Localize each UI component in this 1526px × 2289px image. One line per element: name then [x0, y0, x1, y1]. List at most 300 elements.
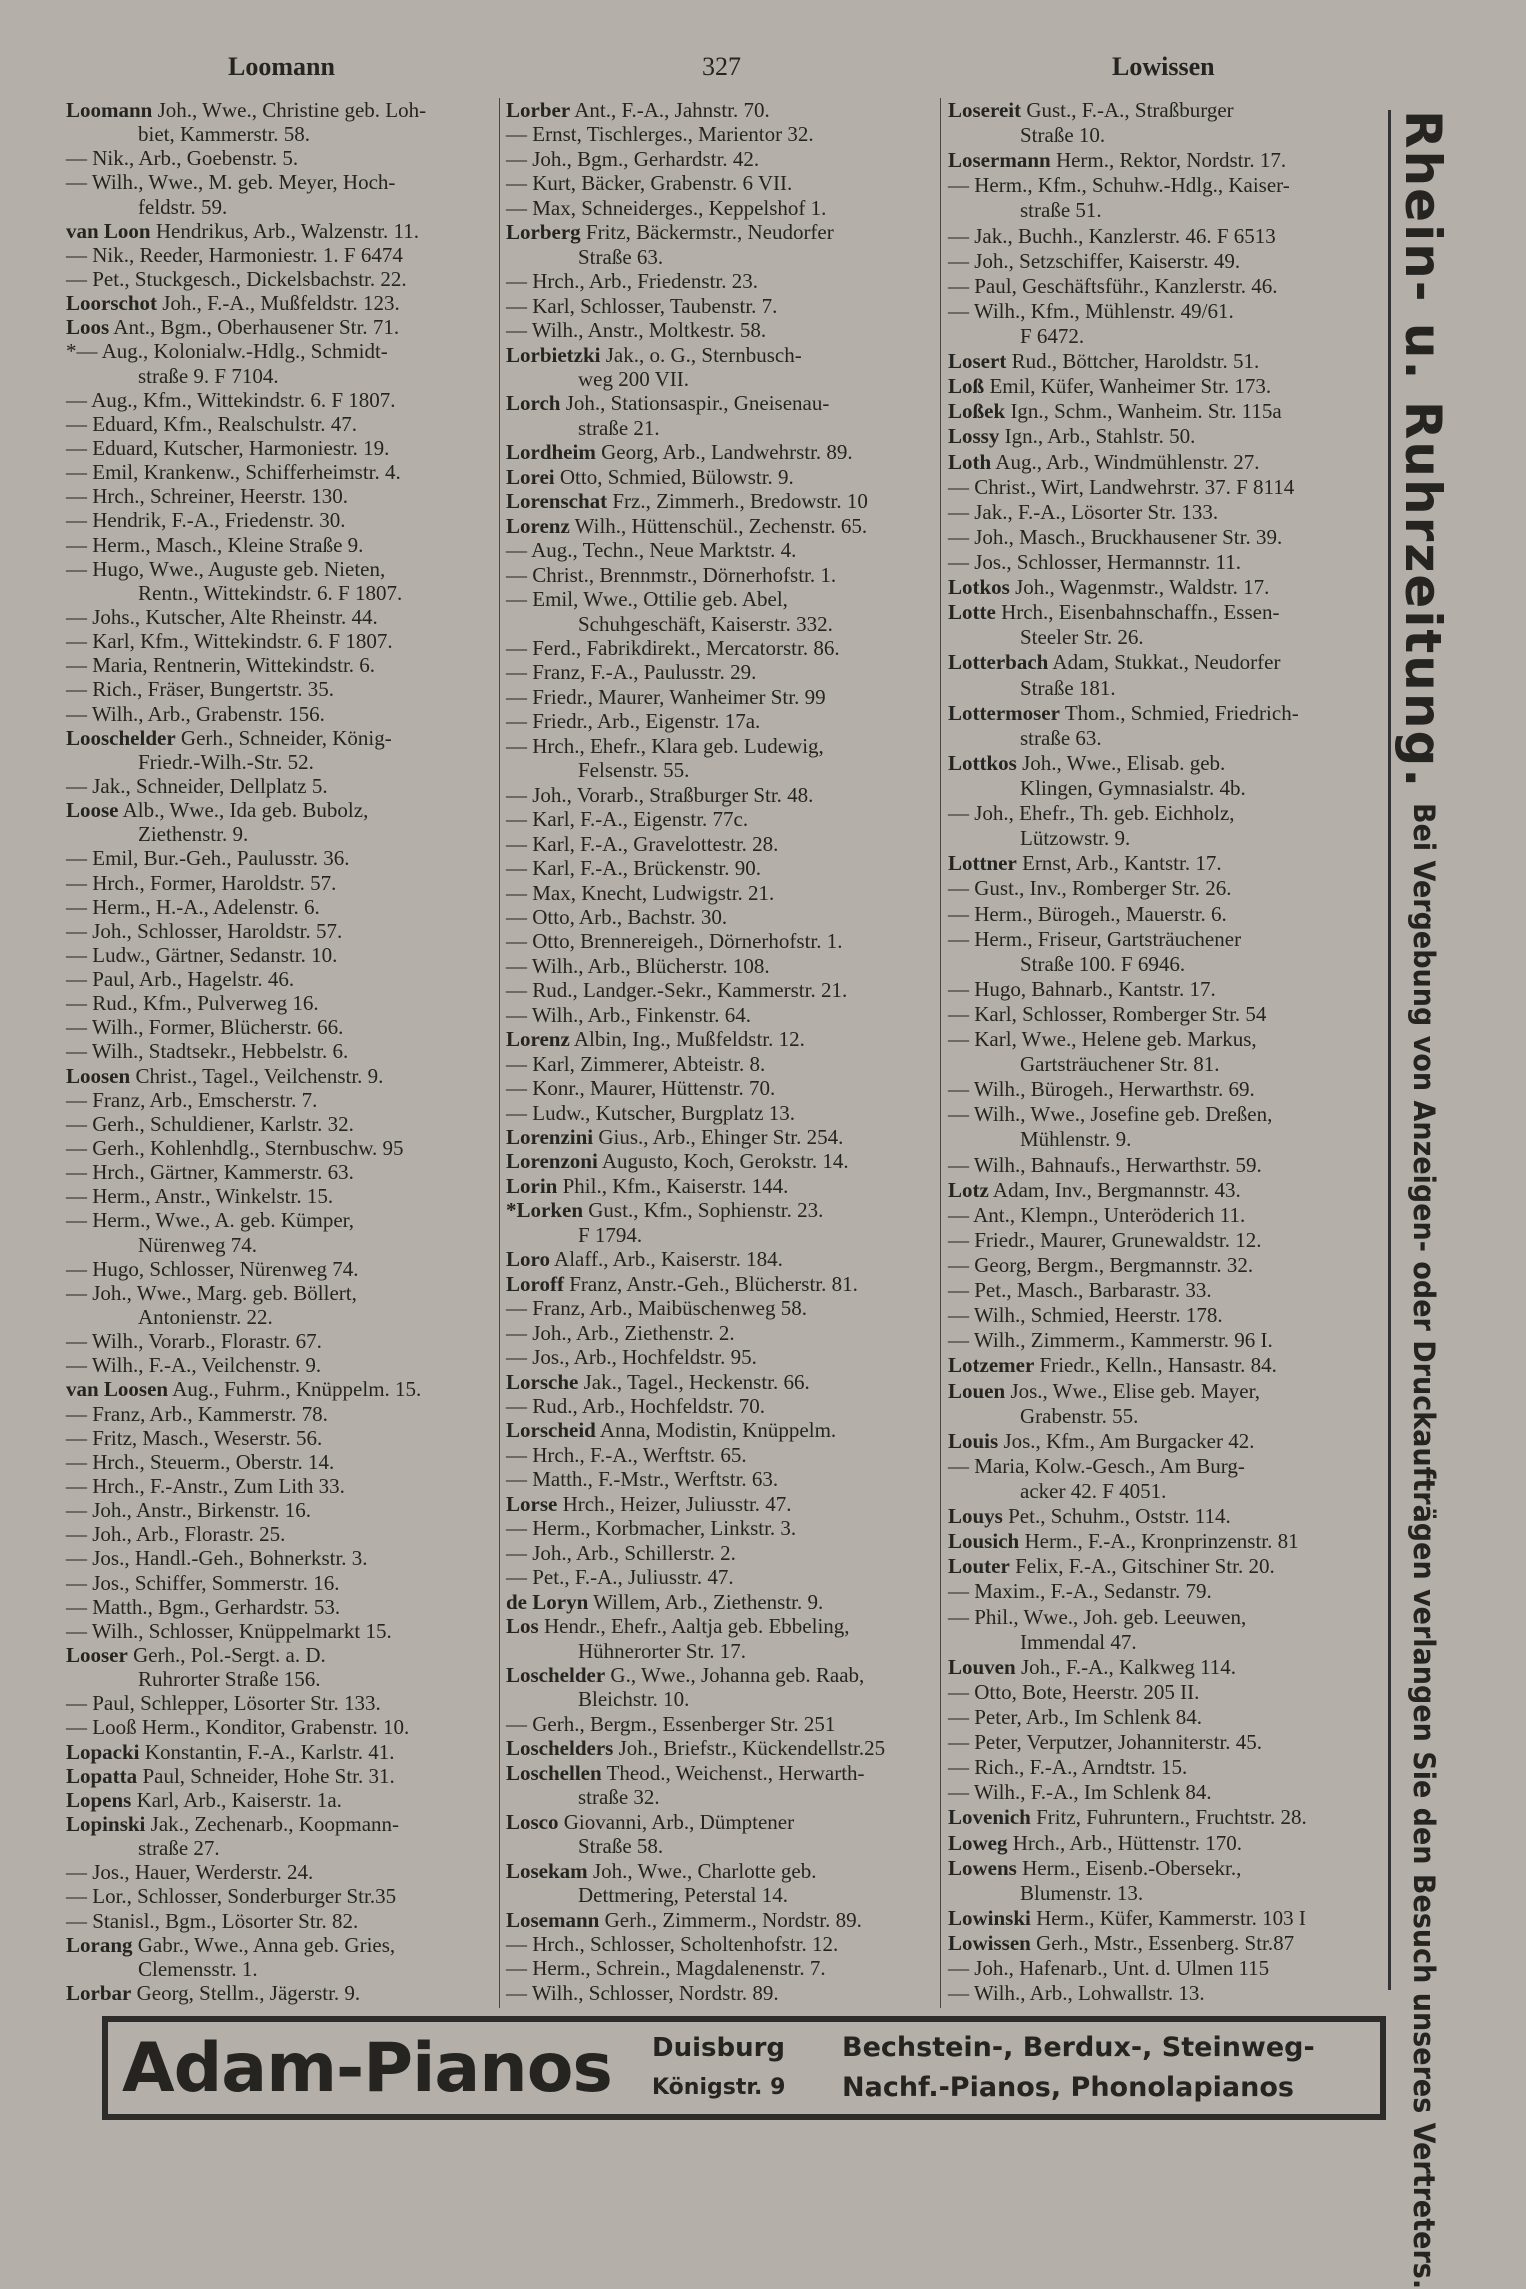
entry-text: Joh., F.-A., Mußfeldstr. 123.	[157, 291, 400, 316]
directory-entry	[506, 1198, 936, 1222]
directory-entry	[66, 1498, 494, 1522]
directory-entry	[948, 148, 1378, 172]
entry-text: — Aug., Kfm., Wittekindstr. 6. F 1807.	[66, 387, 396, 412]
entry-text: Phil., Kfm., Kaiserstr. 144.	[557, 1173, 789, 1198]
entry-continuation	[948, 676, 1378, 700]
directory-entry	[66, 1474, 494, 1498]
entry-continuation	[66, 1305, 494, 1329]
ad-city: Duisburg	[652, 2033, 786, 2063]
directory-entry	[948, 1579, 1378, 1603]
entry-text: Joh., Wwe., Charlotte geb.	[587, 1858, 817, 1883]
directory-entry	[506, 1370, 936, 1394]
directory-entry	[66, 1039, 494, 1063]
entry-text: — Otto, Arb., Bachstr. 30.	[506, 904, 728, 929]
entry-continuation	[506, 1223, 936, 1247]
directory-entry	[66, 726, 494, 750]
entry-continuation	[66, 195, 494, 219]
entry-text: Gius., Arb., Ehinger Str. 254.	[593, 1125, 844, 1150]
entry-text: Mühlenstr. 9.	[1020, 1127, 1132, 1152]
directory-entry	[66, 1571, 494, 1595]
entry-text: — Herm., Korbmacher, Linkstr. 3.	[506, 1516, 797, 1541]
entry-text: — Kurt, Bäcker, Grabenstr. 6 VII.	[506, 171, 793, 196]
entry-text: — Wilh., Wwe., M. geb. Meyer, Hoch-	[66, 170, 396, 195]
directory-entry	[948, 1303, 1378, 1327]
directory-entry	[506, 1443, 936, 1467]
directory-entry	[66, 412, 494, 436]
directory-entry	[948, 475, 1378, 499]
directory-entry	[66, 388, 494, 412]
entry-text: — Wilh., Vorarb., Florastr. 67.	[66, 1329, 322, 1354]
directory-entry	[506, 1908, 936, 1932]
entry-surname: Lopens	[66, 1787, 132, 1812]
directory-entry	[66, 774, 494, 798]
directory-entry	[948, 575, 1378, 599]
entry-surname: Loschelders	[506, 1736, 614, 1761]
entry-surname: Lopatta	[66, 1763, 138, 1788]
directory-entry	[948, 1529, 1378, 1553]
entry-text: Theod., Weichenst., Herwarth-	[601, 1760, 865, 1785]
directory-entry	[66, 1377, 494, 1401]
entry-surname: Lotte	[948, 600, 996, 625]
entry-surname: Lossy	[948, 424, 1000, 449]
directory-entry	[506, 929, 936, 953]
directory-entry	[506, 1810, 936, 1834]
entry-surname: Los	[506, 1614, 539, 1639]
entry-text: — Karl, Kfm., Wittekindstr. 6. F 1807.	[66, 629, 393, 654]
directory-entry	[948, 1102, 1378, 1126]
directory-entry	[66, 798, 494, 822]
directory-entry	[66, 605, 494, 629]
directory-entry	[66, 967, 494, 991]
directory-entry	[948, 851, 1378, 875]
entry-text: — Maxim., F.-A., Sedanstr. 79.	[948, 1579, 1212, 1604]
entry-text: straße 21.	[578, 415, 660, 440]
directory-entry	[66, 1329, 494, 1353]
entry-surname: Louys	[948, 1504, 1003, 1529]
entry-surname: Louven	[948, 1654, 1016, 1679]
entry-surname: Lotzemer	[948, 1353, 1035, 1378]
entry-text: Joh., Briefstr., Kückendellstr.25	[613, 1736, 886, 1761]
entry-text: — Hrch., Gärtner, Kammerstr. 63.	[66, 1160, 354, 1185]
directory-entry	[948, 1353, 1378, 1377]
directory-entry	[506, 734, 936, 758]
entry-text: weg 200 VII.	[578, 366, 690, 391]
entry-text: — Franz, Arb., Kammerstr. 78.	[66, 1401, 328, 1426]
entry-surname: Loschelder	[506, 1663, 606, 1687]
entry-text: Lützowstr. 9.	[1020, 826, 1131, 851]
entry-continuation	[506, 367, 936, 391]
directory-entry	[506, 660, 936, 684]
directory-entry	[506, 440, 936, 464]
entry-surname: Lorei	[506, 464, 555, 489]
entry-text: — Jos., Hauer, Werderstr. 24.	[66, 1860, 314, 1885]
directory-entry	[506, 391, 936, 415]
directory-entry	[506, 587, 936, 611]
directory-entry	[66, 291, 494, 315]
entry-text: — Ferd., Fabrikdirekt., Mercatorstr. 86.	[506, 635, 840, 660]
directory-entry	[506, 1174, 936, 1198]
directory-column-3	[948, 98, 1378, 2006]
entry-continuation	[66, 1233, 494, 1257]
entry-text: Gerh., Pol.-Sergt. a. D.	[127, 1643, 326, 1667]
entry-text: — Herm., Friseur, Gartsträuchener	[948, 926, 1242, 951]
entry-text: F 6472.	[1020, 323, 1085, 348]
entry-surname: Lovenich	[948, 1805, 1031, 1830]
directory-entry	[66, 219, 494, 243]
entry-surname: Lotkos	[948, 575, 1010, 600]
entry-text: — Wilh., Arb., Lohwallstr. 13.	[948, 1981, 1205, 2006]
directory-entry	[66, 1112, 494, 1136]
entry-text: Nürenweg 74.	[138, 1232, 257, 1257]
entry-text: — Herm., H.-A., Adelenstr. 6.	[66, 894, 320, 919]
directory-entry	[948, 1228, 1378, 1252]
ad-line-1: Bechstein-, Berdux-, Steinweg-	[842, 2032, 1315, 2063]
directory-entry	[66, 1619, 494, 1643]
directory-entry	[948, 1680, 1378, 1704]
entry-text: Pet., Schuhm., Oststr. 114.	[1002, 1504, 1231, 1529]
entry-surname: Louis	[948, 1428, 999, 1453]
entry-text: — Paul, Arb., Hagelstr. 46.	[66, 967, 295, 992]
entry-text: — Wilh., Stadtsekr., Hebbelstr. 6.	[66, 1039, 349, 1064]
entry-text: — Paul, Schlepper, Lösorter Str. 133.	[66, 1691, 381, 1716]
entry-text: — Pet., Stuckgesch., Dickelsbachstr. 22.	[66, 266, 407, 291]
directory-entry	[506, 171, 936, 195]
entry-text: — Wilh., Former, Blücherstr. 66.	[66, 1015, 344, 1040]
entry-text: — Herm., Anstr., Winkelstr. 15.	[66, 1184, 334, 1209]
directory-entry	[506, 1321, 936, 1345]
entry-continuation	[948, 826, 1378, 850]
directory-entry	[948, 902, 1378, 926]
entry-continuation	[506, 1883, 936, 1907]
entry-text: — Pet., Masch., Barbarastr. 33.	[948, 1278, 1212, 1303]
entry-surname: Lorenz	[506, 513, 570, 538]
entry-text: straße 27.	[138, 1836, 220, 1861]
entry-surname: Losert	[948, 349, 1007, 374]
directory-column-1	[66, 98, 494, 2006]
entry-text: Alaff., Arb., Kaiserstr. 184.	[549, 1247, 783, 1272]
directory-entry	[506, 1981, 936, 2005]
entry-surname: Lorch	[506, 391, 561, 416]
entry-text: Hendr., Ehefr., Aaltja geb. Ebbeling,	[538, 1614, 850, 1639]
entry-surname: Lopinski	[66, 1811, 146, 1836]
entry-text: — Max, Schneiderges., Keppelshof 1.	[506, 195, 827, 220]
entry-text: — Joh., Hafenarb., Unt. d. Ulmen 115	[948, 1956, 1270, 1981]
entry-text: — Joh., Masch., Bruckhausener Str. 39.	[948, 524, 1283, 549]
side-banner	[1388, 110, 1452, 2289]
directory-entry	[506, 1712, 936, 1736]
entry-text: Gabr., Wwe., Anna geb. Gries,	[132, 1932, 396, 1957]
entry-text: — Wilh., Schmied, Heerstr. 178.	[948, 1303, 1223, 1328]
entry-continuation	[948, 726, 1378, 750]
entry-text: straße 63.	[1020, 725, 1102, 750]
entry-text: — Jak., Buchh., Kanzlerstr. 46. F 6513	[948, 223, 1276, 248]
entry-text: — Rud., Kfm., Pulverweg 16.	[66, 991, 319, 1016]
advertisement	[102, 2016, 1386, 2120]
entry-text: Gerh., Mstr., Essenberg. Str.87	[1030, 1930, 1295, 1955]
directory-entry	[66, 533, 494, 557]
directory-entry	[66, 170, 494, 194]
directory-entry	[948, 650, 1378, 674]
entry-text: — Karl, Schlosser, Taubenstr. 7.	[506, 293, 778, 318]
directory-entry	[948, 751, 1378, 775]
entry-surname: Lopacki	[66, 1739, 140, 1764]
entry-text: — Jos., Schlosser, Hermannstr. 11.	[948, 549, 1241, 574]
directory-entry	[66, 1691, 494, 1715]
entry-surname: Lorscheid	[506, 1418, 596, 1443]
directory-entry	[948, 1328, 1378, 1352]
directory-entry	[506, 220, 936, 244]
directory-entry	[506, 1076, 936, 1100]
entry-text: Straße 181.	[1020, 675, 1116, 700]
entry-continuation	[948, 1479, 1378, 1503]
entry-text: — Herm., Bürogeh., Mauerstr. 6.	[948, 901, 1227, 926]
entry-text: — Karl, Wwe., Helene geb. Markus,	[948, 1027, 1257, 1052]
directory-entry	[948, 1956, 1378, 1980]
directory-entry	[66, 1257, 494, 1281]
entry-text: Straße 10.	[1020, 123, 1106, 148]
entry-text: — Joh., Schlosser, Haroldstr. 57.	[66, 918, 343, 943]
entry-text: — Friedr., Arb., Eigenstr. 17a.	[506, 709, 761, 734]
entry-text: G., Wwe., Johanna geb. Raab,	[605, 1663, 865, 1687]
entry-text: Joh., Wwe., Elisab. geb.	[1016, 750, 1226, 775]
entry-surname: Loose	[66, 798, 119, 823]
entry-text: Klingen, Gymnasialstr. 4b.	[1020, 775, 1246, 800]
entry-text: — Joh., Vorarb., Straßburger Str. 48.	[506, 782, 814, 807]
directory-entry	[948, 701, 1378, 725]
entry-text: Antonienstr. 22.	[138, 1305, 273, 1330]
directory-entry	[506, 954, 936, 978]
directory-entry	[66, 460, 494, 484]
entry-text: Otto, Schmied, Bülowstr. 9.	[554, 464, 794, 489]
entry-text: — Matth., F.-Mstr., Werftstr. 63.	[506, 1467, 779, 1492]
entry-text: Gust., F.-A., Straßburger	[1021, 98, 1234, 122]
entry-text: Ernst, Arb., Kantstr. 17.	[1016, 851, 1222, 876]
entry-surname: Lorbar	[66, 1980, 132, 2005]
directory-entry	[948, 299, 1378, 323]
directory-entry	[506, 1663, 936, 1687]
directory-entry	[506, 709, 936, 733]
entry-text: Fritz, Bäckermstr., Neudorfer	[580, 220, 834, 245]
entry-surname: Lotterbach	[948, 650, 1049, 675]
entry-surname: Losco	[506, 1809, 559, 1834]
entry-surname: Lorber	[506, 98, 571, 122]
entry-surname: Losemann	[506, 1907, 600, 1932]
entry-text: Gartsträuchener Str. 81.	[1020, 1052, 1220, 1077]
directory-entry	[948, 274, 1378, 298]
entry-text: Ign., Schm., Wanheim. Str. 115a	[1005, 399, 1282, 424]
directory-entry	[948, 525, 1378, 549]
entry-text: Alb., Wwe., Ida geb. Bubolz,	[118, 798, 369, 823]
entry-continuation	[948, 1881, 1378, 1905]
entry-surname: Loroff	[506, 1271, 564, 1296]
entry-text: — Rud., Arb., Hochfeldstr. 70.	[506, 1394, 765, 1419]
directory-entry	[948, 1831, 1378, 1855]
directory-entry	[948, 1906, 1378, 1930]
directory-entry	[66, 1643, 494, 1667]
directory-entry	[948, 1554, 1378, 1578]
entry-text: — Johs., Kutscher, Alte Rheinstr. 44.	[66, 604, 378, 629]
entry-text: Aug., Fuhrm., Knüppelm. 15.	[168, 1377, 422, 1402]
entry-text: — Karl, Schlosser, Romberger Str. 54	[948, 1001, 1267, 1026]
directory-entry	[948, 1856, 1378, 1880]
directory-entry	[948, 1755, 1378, 1779]
entry-text: — Hrch., Schlosser, Scholtenhofstr. 12.	[506, 1931, 839, 1956]
directory-entry	[66, 1764, 494, 1788]
entry-continuation	[506, 245, 936, 269]
entry-surname: Loos	[66, 315, 110, 340]
directory-entry	[506, 1101, 936, 1125]
entry-surname: Losekam	[506, 1858, 588, 1883]
directory-entry	[506, 1345, 936, 1369]
entry-continuation	[66, 122, 494, 146]
directory-entry	[948, 349, 1378, 373]
entry-continuation	[66, 581, 494, 605]
directory-entry	[66, 846, 494, 870]
entry-text: — Max, Knecht, Ludwigstr. 21.	[506, 880, 775, 905]
directory-entry	[66, 1208, 494, 1232]
directory-entry	[66, 1160, 494, 1184]
entry-surname: Lorberg	[506, 220, 581, 245]
side-banner-text: Bei Vergebung von Anzeigen- oder Druckaufträgen verlangen Sie den Besuch unseres Vertreters.	[1405, 803, 1441, 2289]
directory-entry	[66, 1184, 494, 1208]
entry-surname: Lorang	[66, 1932, 133, 1957]
entry-text: biet, Kammerstr. 58.	[138, 122, 311, 147]
directory-entry	[66, 1015, 494, 1039]
entry-text: — Stanisl., Bgm., Lösorter Str. 82.	[66, 1908, 359, 1933]
directory-entry	[506, 1956, 936, 1980]
entry-text: — Joh., Arb., Ziethenstr. 2.	[506, 1320, 735, 1345]
directory-entry	[948, 1730, 1378, 1754]
directory-entry	[506, 1027, 936, 1051]
entry-text: Jak., Zechenarb., Koopmann-	[145, 1811, 400, 1836]
directory-entry	[948, 1655, 1378, 1679]
entry-text: — Herm., Kfm., Schuhw.-Hdlg., Kaiser-	[948, 173, 1290, 198]
entry-surname: Loomann	[66, 98, 153, 122]
directory-entry	[66, 919, 494, 943]
entry-text: Straße 63.	[578, 244, 664, 269]
entry-text: Ant., F.-A., Jahnstr. 70.	[570, 98, 770, 122]
entry-text: Ziethenstr. 9.	[138, 822, 249, 847]
directory-entry	[506, 1516, 936, 1540]
entry-text: Joh., Wwe., Christine geb. Loh-	[152, 98, 427, 122]
entry-text: Jak., o. G., Sternbusch-	[600, 342, 802, 367]
entry-continuation	[66, 1957, 494, 1981]
entry-text: — Hugo, Wwe., Auguste geb. Nieten,	[66, 556, 386, 581]
entry-text: Schuhgeschäft, Kaiserstr. 332.	[578, 611, 833, 636]
entry-surname: Loweg	[948, 1830, 1008, 1855]
directory-entry	[506, 563, 936, 587]
entry-text: — Peter, Verputzer, Johanniterstr. 45.	[948, 1730, 1263, 1755]
entry-surname: Looser	[66, 1643, 128, 1667]
directory-entry	[948, 977, 1378, 1001]
directory-entry	[506, 905, 936, 929]
entry-text: — Hugo, Schlosser, Nürenweg 74.	[66, 1256, 359, 1281]
directory-entry	[66, 484, 494, 508]
directory-entry	[948, 1780, 1378, 1804]
entry-text: — Wilh., Schlosser, Nordstr. 89.	[506, 1980, 779, 2005]
directory-entry	[66, 1426, 494, 1450]
directory-entry	[506, 98, 936, 122]
directory-entry	[948, 600, 1378, 624]
entry-text: — Joh., Setzschiffer, Kaiserstr. 49.	[948, 248, 1241, 273]
entry-text: — Hrch., Schreiner, Heerstr. 130.	[66, 484, 348, 509]
directory-entry	[506, 1418, 936, 1442]
entry-text: — Joh., Arb., Florastr. 25.	[66, 1522, 286, 1547]
entry-text: — Karl, F.-A., Eigenstr. 77c.	[506, 807, 749, 832]
entry-text: — Emil, Wwe., Ottilie geb. Abel,	[506, 587, 788, 612]
entry-text: Jos., Kfm., Am Burgacker 42.	[998, 1428, 1255, 1453]
entry-surname: Lorenzoni	[506, 1149, 598, 1174]
directory-entry	[66, 557, 494, 581]
entry-text: Georg, Stellm., Jägerstr. 9.	[131, 1980, 361, 2005]
entry-continuation	[948, 625, 1378, 649]
entry-continuation	[506, 1687, 936, 1711]
directory-entry	[66, 243, 494, 267]
entry-text: — Paul, Geschäftsführ., Kanzlerstr. 46.	[948, 273, 1278, 298]
directory-entry	[66, 339, 494, 363]
entry-text: Franz, Anstr.-Geh., Blücherstr. 81.	[563, 1271, 858, 1296]
directory-entry	[66, 1402, 494, 1426]
entry-text: Grabenstr. 55.	[1020, 1403, 1139, 1428]
entry-text: Jos., Wwe., Elise geb. Mayer,	[1005, 1378, 1260, 1403]
entry-text: — Otto, Brennereigeh., Dörnerhofstr. 1.	[506, 929, 843, 954]
entry-text: Adam, Inv., Bergmannstr. 43.	[988, 1177, 1241, 1202]
directory-entry	[948, 224, 1378, 248]
directory-entry	[506, 1003, 936, 1027]
entry-text: — Gerh., Schuldiener, Karlstr. 32.	[66, 1111, 354, 1136]
entry-text: — Franz, Arb., Maibüschenweg 58.	[506, 1296, 807, 1321]
directory-entry	[506, 489, 936, 513]
directory-entry	[506, 1614, 936, 1638]
entry-text: — Wilh., Arb., Grabenstr. 156.	[66, 701, 325, 726]
entry-text: — Eduard, Kfm., Realschulstr. 47.	[66, 411, 358, 436]
entry-text: Paul, Schneider, Hohe Str. 31.	[137, 1763, 395, 1788]
entry-text: — Hrch., Steuerm., Oberstr. 14.	[66, 1449, 335, 1474]
entry-text: — Emil, Krankenw., Schifferheimstr. 4.	[66, 460, 401, 485]
entry-text: — Otto, Bote, Heerstr. 205 II.	[948, 1679, 1200, 1704]
directory-entry	[948, 1153, 1378, 1177]
directory-entry	[66, 1884, 494, 1908]
entry-text: Jak., Tagel., Heckenstr. 66.	[578, 1369, 810, 1394]
ad-address: Königstr. 9	[652, 2075, 786, 2100]
entry-text: Gust., Kfm., Sophienstr. 23.	[583, 1198, 824, 1223]
entry-text: — Wilh., Arb., Finkenstr. 64.	[506, 1002, 751, 1027]
directory-entry	[506, 636, 936, 660]
entry-continuation	[66, 364, 494, 388]
directory-entry	[506, 1247, 936, 1271]
directory-entry	[66, 1546, 494, 1570]
entry-text: — Wilh., Schlosser, Knüppelmarkt 15.	[66, 1618, 392, 1643]
entry-text: Joh., Wagenmstr., Waldstr. 17.	[1009, 575, 1270, 600]
directory-entry	[66, 1064, 494, 1088]
directory-entry	[506, 269, 936, 293]
entry-text: — Hrch., F.-Anstr., Zum Lith 33.	[66, 1474, 345, 1499]
entry-surname: Loosen	[66, 1063, 131, 1088]
entry-text: acker 42. F 4051.	[1020, 1479, 1167, 1504]
entry-text: — Herm., Schrein., Magdalenenstr. 7.	[506, 1956, 826, 1981]
entry-surname: Lorenschat	[506, 489, 608, 514]
entry-text: Dettmering, Peterstal 14.	[578, 1883, 788, 1908]
entry-text: Rentn., Wittekindstr. 6. F 1807.	[138, 580, 403, 605]
entry-text: — Ludw., Kutscher, Burgplatz 13.	[506, 1100, 796, 1125]
entry-text: — Hrch., F.-A., Werftstr. 65.	[506, 1442, 747, 1467]
entry-surname: Lorenz	[506, 1027, 570, 1052]
entry-text: — Rud., Landger.-Sekr., Kammerstr. 21.	[506, 978, 848, 1003]
directory-entry	[948, 801, 1378, 825]
entry-surname: Lottner	[948, 851, 1017, 876]
entry-surname: *Lorken	[506, 1198, 584, 1223]
directory-entry	[506, 1394, 936, 1418]
